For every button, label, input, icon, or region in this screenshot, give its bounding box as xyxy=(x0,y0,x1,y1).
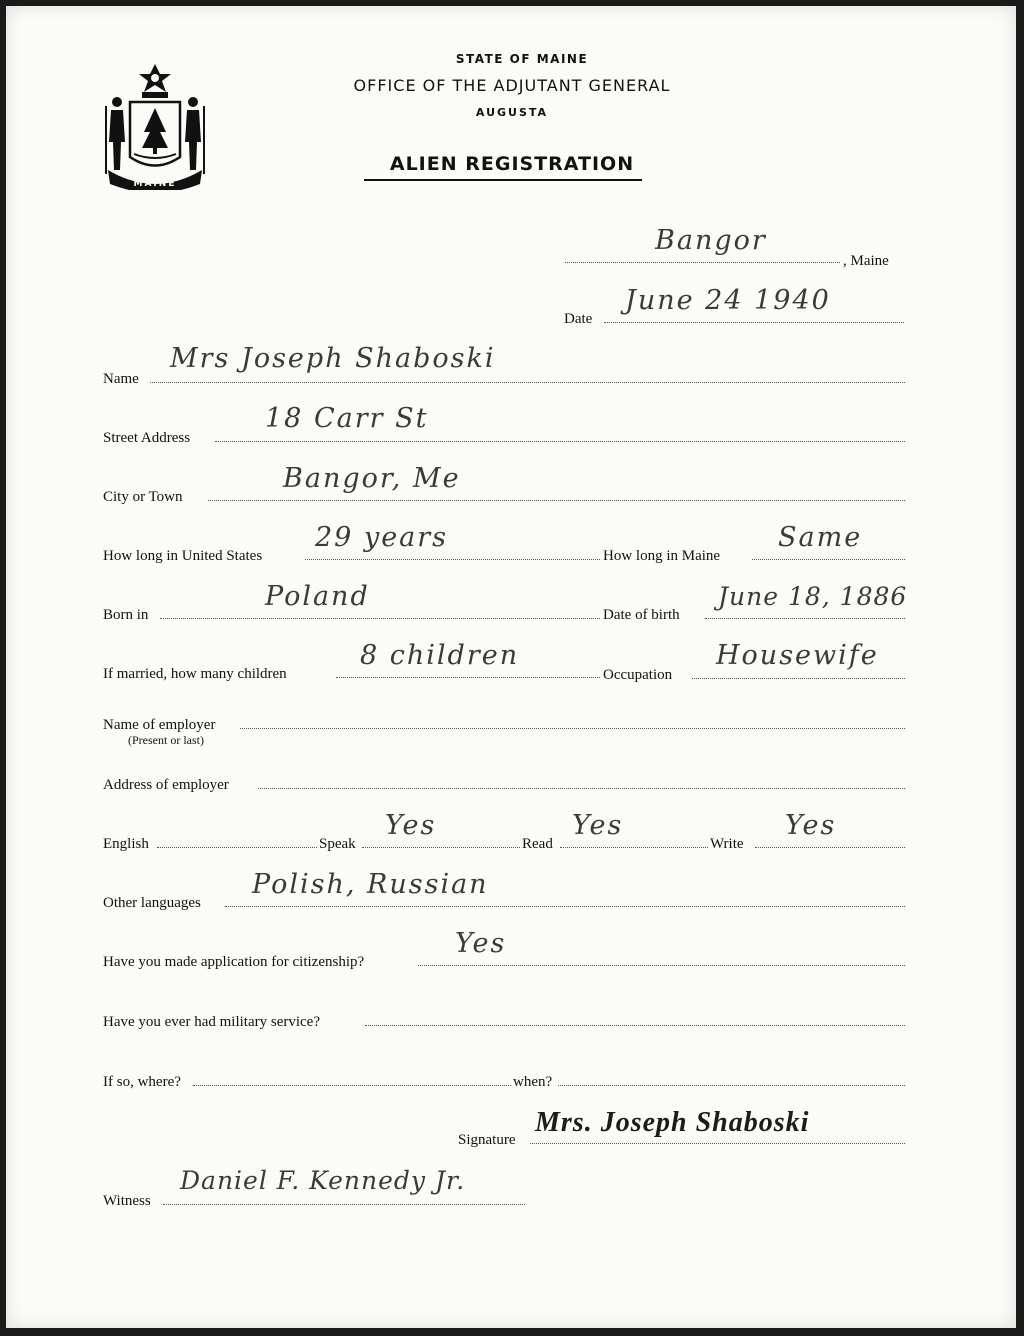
born-in-line xyxy=(160,618,600,619)
citizenship-label: Have you made application for citizenship? xyxy=(103,954,365,970)
street-address-value: 18 Carr St xyxy=(265,403,429,434)
employer-name-line xyxy=(240,728,905,729)
children-value: 8 children xyxy=(360,640,520,671)
other-languages-line xyxy=(225,906,905,907)
speak-label: Speak xyxy=(319,836,356,852)
date-label: Date xyxy=(564,311,593,327)
street-address-line xyxy=(215,441,905,442)
born-in-label: Born in xyxy=(103,607,149,623)
english-line xyxy=(157,847,317,848)
military-line xyxy=(365,1025,905,1026)
signature-label: Signature xyxy=(458,1132,516,1148)
place-label: , Maine xyxy=(843,253,889,269)
city-value: Bangor, Me xyxy=(283,463,461,494)
how-long-us-line xyxy=(305,559,600,560)
city-line xyxy=(208,500,905,501)
employer-name-label: Name of employer xyxy=(103,717,216,733)
occupation-value: Housewife xyxy=(716,640,879,671)
name-line xyxy=(150,382,905,383)
how-long-maine-value: Same xyxy=(778,522,863,553)
how-long-maine-line xyxy=(752,559,905,560)
read-line xyxy=(560,847,708,848)
witness-label: Witness xyxy=(103,1193,151,1209)
military-when-line xyxy=(558,1085,905,1086)
how-long-us-label: How long in United States xyxy=(103,548,263,564)
header-office: OFFICE OF THE ADJUTANT GENERAL xyxy=(353,76,671,95)
military-where-line xyxy=(193,1085,511,1086)
citizenship-line xyxy=(418,965,905,966)
signature-value: Mrs. Joseph Shaboski xyxy=(535,1107,810,1138)
speak-value: Yes xyxy=(385,810,437,841)
write-label: Write xyxy=(710,836,744,852)
city-label: City or Town xyxy=(103,489,183,505)
street-address-label: Street Address xyxy=(103,430,191,446)
date-of-birth-label: Date of birth xyxy=(603,607,680,623)
header-city: AUGUSTA xyxy=(475,106,549,119)
occupation-label: Occupation xyxy=(603,667,673,683)
employer-address-line xyxy=(258,788,905,789)
military-where-label: If so, where? xyxy=(103,1074,181,1090)
how-long-maine-label: How long in Maine xyxy=(603,548,721,564)
form-title: ALIEN REGISTRATION xyxy=(389,153,635,175)
witness-line xyxy=(163,1204,525,1205)
name-label: Name xyxy=(103,371,139,387)
read-label: Read xyxy=(522,836,553,852)
occupation-line xyxy=(692,678,905,679)
employer-name-sublabel: (Present or last) xyxy=(128,733,204,747)
speak-line xyxy=(362,847,520,848)
write-value: Yes xyxy=(785,810,837,841)
other-languages-label: Other languages xyxy=(103,895,201,911)
signature-line xyxy=(530,1143,905,1144)
english-label: English xyxy=(103,836,149,852)
employer-address-label: Address of employer xyxy=(103,777,229,793)
born-in-value: Poland xyxy=(265,581,370,612)
military-label: Have you ever had military service? xyxy=(103,1014,320,1030)
date-of-birth-line xyxy=(705,618,905,619)
title-underline xyxy=(364,179,642,181)
seal-text: MAINE xyxy=(133,179,177,189)
how-long-us-value: 29 years xyxy=(315,522,449,553)
witness-value: Daniel F. Kennedy Jr. xyxy=(180,1166,466,1195)
date-of-birth-value: June 18, 1886 xyxy=(718,582,908,611)
military-when-label: when? xyxy=(513,1074,553,1090)
children-label: If married, how many children xyxy=(103,666,287,682)
place-line xyxy=(565,262,840,263)
write-line xyxy=(755,847,905,848)
date-line xyxy=(604,322,904,323)
name-value: Mrs Joseph Shaboski xyxy=(170,343,496,374)
citizenship-value: Yes xyxy=(455,928,507,959)
children-line xyxy=(336,677,600,678)
read-value: Yes xyxy=(572,810,624,841)
place-value: Bangor xyxy=(655,225,767,256)
date-value: June 24 1940 xyxy=(625,285,831,316)
header-state: STATE OF MAINE xyxy=(455,52,589,66)
other-languages-value: Polish, Russian xyxy=(252,869,489,900)
